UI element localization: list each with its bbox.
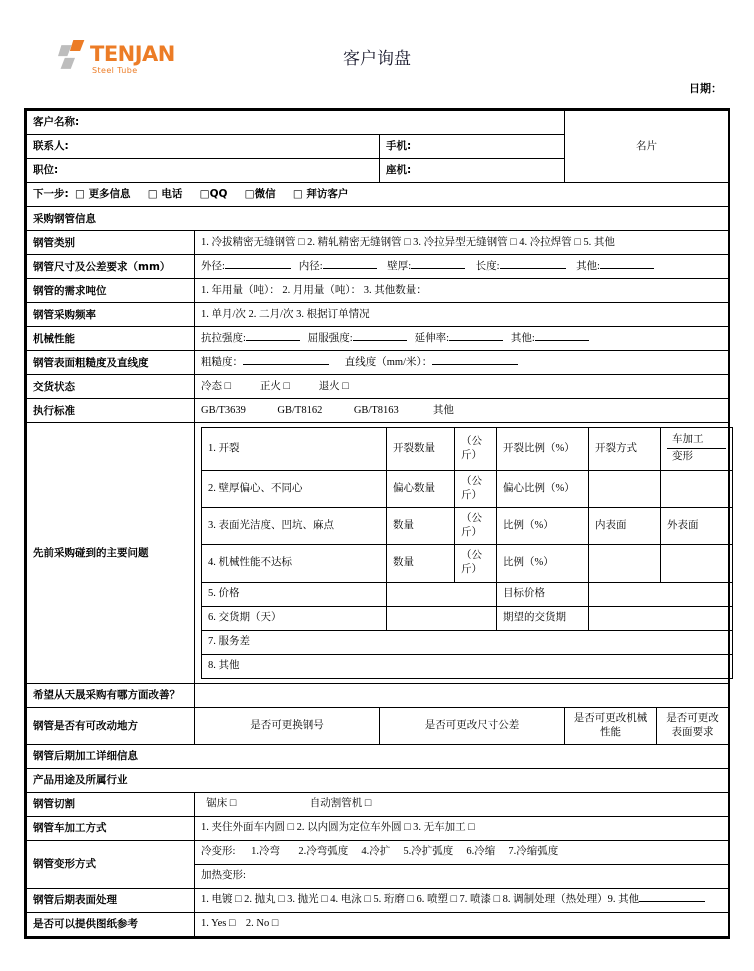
- field-tensile-strength: 抗拉强度:: [201, 333, 300, 344]
- problem-ratio-cracking[interactable]: 开裂比例（%）: [497, 428, 589, 470]
- cold-deform-prefix: 冷变形:: [201, 846, 236, 858]
- problem-method-eccentricity[interactable]: [589, 470, 661, 507]
- table-row-turning: [27, 816, 729, 840]
- problem-ratio-mechanical[interactable]: 比例（%）: [497, 545, 589, 582]
- table-row-size: [27, 255, 729, 279]
- changeable-option-grade[interactable]: 是否可更换钢号: [195, 707, 380, 744]
- cutting-label: 钢管切割: [27, 792, 195, 816]
- cold-deform-option-2: 2.冷弯弧度: [298, 846, 349, 858]
- problem-method-mechanical[interactable]: [589, 545, 661, 582]
- mobile-label: 手机:: [380, 135, 565, 159]
- improvement-label: 希望从天晟采购有哪方面改善？: [27, 683, 195, 707]
- table-row-usage: [27, 768, 729, 792]
- table-row-cutting: [27, 792, 729, 816]
- cutting-option-auto-cutter: 自动割管机 □: [309, 798, 372, 810]
- delivery-state-label: 交货状态: [27, 375, 195, 399]
- problem-price-input[interactable]: [387, 582, 497, 606]
- cutting-option-saw: 锯床 □: [206, 798, 237, 810]
- page-header: [24, 38, 730, 100]
- next-step-cell: [27, 183, 729, 207]
- date-label: 日期：: [689, 82, 722, 95]
- problem-row-lead-time: [202, 606, 733, 630]
- table-row-frequency: [27, 303, 729, 327]
- surface-treatment-options[interactable]: [195, 888, 729, 912]
- next-step-label: 下一步:: [33, 188, 69, 200]
- surface-treatment-label: 钢管后期表面处理: [27, 888, 195, 912]
- inquiry-form-page: [0, 38, 754, 971]
- section-title-post-processing: 钢管后期加工详细信息: [27, 744, 729, 768]
- standard-option-2: GB/T8162: [277, 404, 323, 416]
- problem-outer-surface[interactable]: 外表面: [661, 507, 733, 544]
- tonnage-label: 钢管的需求吨位: [27, 279, 195, 303]
- field-size-other: 其他:: [568, 261, 654, 272]
- changeable-option-mechanical[interactable]: 是否可更改机械性能: [565, 707, 657, 744]
- mechanical-label: 机械性能: [27, 327, 195, 351]
- next-step-option-visit[interactable]: □ 拜访客户: [278, 188, 349, 200]
- cold-deform-option-7: 7.冷缩弧度: [508, 846, 559, 858]
- field-elongation: 延伸率:: [409, 333, 503, 344]
- problem-name-lead-time: 6. 交货期（天）: [202, 606, 387, 630]
- size-label: 钢管尺寸及公差要求（mm）: [27, 255, 195, 279]
- field-length: 长度:: [468, 261, 566, 272]
- standard-option-3: GB/T8163: [353, 404, 399, 416]
- method-option-machining[interactable]: 车加工: [667, 432, 726, 449]
- category-options[interactable]: 1. 冷拔精密无缝钢管 □ 2. 精轧精密无缝钢管 □ 3. 冷拉异型无缝钢管 □ 4. 冷拉焊管 □ 5. 其他: [195, 231, 729, 255]
- roughness-label: 钢管表面粗糙度及直线度: [27, 351, 195, 375]
- table-row-surface-treatment: [27, 888, 729, 912]
- problem-qty-mechanical[interactable]: 数量: [387, 545, 455, 582]
- next-step-option-qq[interactable]: □QQ: [185, 188, 228, 200]
- cold-deform-options[interactable]: [195, 840, 729, 864]
- table-row-tonnage: [27, 279, 729, 303]
- changeable-option-surface[interactable]: 是否可更改表面要求: [657, 707, 729, 744]
- mechanical-fields[interactable]: [195, 327, 729, 351]
- next-step-option-wechat[interactable]: □微信: [230, 188, 276, 200]
- drawing-label: 是否可以提供图纸参考: [27, 912, 195, 936]
- cold-deform-option-1: 1.冷弯: [251, 846, 281, 858]
- table-row-improvement: [27, 683, 729, 707]
- expected-lead-time-input[interactable]: [589, 606, 733, 630]
- changeable-label: 钢管是否有可改动地方: [27, 707, 195, 744]
- usage-label[interactable]: 产品用途及所属行业: [27, 768, 729, 792]
- table-row-changeable: [27, 707, 729, 744]
- problem-name-eccentricity: 2. 壁厚偏心、不同心: [202, 470, 387, 507]
- contact-person-label: 联系人:: [27, 135, 380, 159]
- problem-extra-mechanical[interactable]: [661, 545, 733, 582]
- problem-ratio-surface[interactable]: 比例（%）: [497, 507, 589, 544]
- frequency-value[interactable]: 1. 单月/次 2. 二月/次 3. 根据订单情况: [195, 303, 729, 327]
- turning-options[interactable]: 1. 夹住外面车内圆 □ 2. 以内圆为定位车外圆 □ 3. 无车加工 □: [195, 816, 729, 840]
- method-option-deformation[interactable]: 变形: [672, 451, 693, 463]
- cold-deform-option-5: 5.冷扩弧度: [403, 846, 454, 858]
- problem-method-split-cracking[interactable]: [661, 428, 733, 470]
- tonnage-value[interactable]: 1. 年用量（吨）： 2. 月用量（吨）： 3. 其他数量：: [195, 279, 729, 303]
- problem-unit-mechanical: （公斤）: [455, 545, 497, 582]
- table-row-customer-name: [27, 111, 729, 135]
- section-title-purchase: 采购钢管信息: [27, 207, 729, 231]
- next-step-option-phone[interactable]: □ 电话: [133, 188, 183, 200]
- cold-deform-option-4: 4.冷扩: [361, 846, 391, 858]
- field-straightness: 直线度（mm/米）：: [332, 357, 519, 368]
- problem-row-cracking: [202, 428, 733, 470]
- form-table: [26, 110, 729, 937]
- cutting-options[interactable]: [195, 792, 729, 816]
- table-row-delivery-state: [27, 375, 729, 399]
- problem-extra-eccentricity[interactable]: [661, 470, 733, 507]
- heat-deform-label[interactable]: 加热变形:: [195, 864, 729, 888]
- target-price-label: 目标价格: [497, 582, 589, 606]
- problems-subtable-cell: [195, 423, 729, 683]
- changeable-option-tolerance[interactable]: 是否可更改尺寸公差: [380, 707, 565, 744]
- drawing-option-no: 2. No □: [245, 918, 279, 930]
- problem-name-mechanical: 4. 机械性能不达标: [202, 545, 387, 582]
- problem-name-surface: 3. 表面光洁度、凹坑、麻点: [202, 507, 387, 544]
- target-price-input[interactable]: [589, 582, 733, 606]
- table-row-category: [27, 231, 729, 255]
- standard-label: 执行标准: [27, 399, 195, 423]
- problem-row-other: [202, 654, 733, 678]
- problem-row-surface: [202, 507, 733, 544]
- problem-unit-surface: （公斤）: [455, 507, 497, 544]
- deform-label: 钢管变形方式: [27, 840, 195, 888]
- business-card-cell[interactable]: 名片: [565, 111, 729, 183]
- field-roughness: 粗糙度：: [201, 357, 329, 368]
- field-wall-thickness: 壁厚:: [379, 261, 465, 272]
- size-fields[interactable]: [195, 255, 729, 279]
- customer-name-label: 客户名称:: [27, 111, 565, 135]
- drawing-option-yes: 1. Yes □: [201, 918, 236, 930]
- cold-deform-option-6: 6.冷缩: [466, 846, 496, 858]
- delivery-option-normalized: 正火 □: [259, 380, 290, 392]
- expected-lead-time-label: 期望的交货期: [497, 606, 589, 630]
- form-frame: [24, 108, 730, 939]
- problem-method-cracking[interactable]: 开裂方式: [589, 428, 661, 470]
- problem-name-other[interactable]: 8. 其他: [202, 654, 733, 678]
- frequency-label: 钢管采购频率: [27, 303, 195, 327]
- problem-row-service: [202, 630, 733, 654]
- category-label: 钢管类别: [27, 231, 195, 255]
- roughness-fields[interactable]: [195, 351, 729, 375]
- problem-unit-cracking: （公斤）: [455, 428, 497, 470]
- table-row-problems: [27, 423, 729, 683]
- field-inner-diameter: 内径:: [294, 261, 377, 272]
- logo-wordmark: TENJAN: [90, 42, 175, 66]
- problem-name-price: 5. 价格: [202, 582, 387, 606]
- problem-unit-eccentricity: （公斤）: [455, 470, 497, 507]
- table-row-mechanical: [27, 327, 729, 351]
- delivery-state-options[interactable]: [195, 375, 729, 399]
- problem-name-cracking: 1. 开裂: [202, 428, 387, 470]
- improvement-input[interactable]: [195, 683, 729, 707]
- problem-row-mechanical: [202, 545, 733, 582]
- delivery-option-cold: 冷态 □: [201, 380, 231, 392]
- field-mechanical-other: 其他:: [506, 333, 589, 344]
- logo-tagline: Steel Tube: [92, 66, 138, 75]
- problem-qty-eccentricity[interactable]: 偏心数量: [387, 470, 455, 507]
- problem-row-price: [202, 582, 733, 606]
- problems-table: [201, 427, 733, 678]
- position-label: 职位:: [27, 159, 380, 183]
- problems-label: 先前采购碰到的主要问题: [27, 423, 195, 683]
- problem-qty-cracking[interactable]: 开裂数量: [387, 428, 455, 470]
- turning-label: 钢管车加工方式: [27, 816, 195, 840]
- landline-label: 座机:: [380, 159, 565, 183]
- problem-ratio-eccentricity[interactable]: 偏心比例（%）: [497, 470, 589, 507]
- next-step-option-more-info[interactable]: □ 更多信息: [71, 188, 131, 200]
- page-title: 客户询盘: [343, 49, 411, 69]
- section-header-purchase: [27, 207, 729, 231]
- table-row-roughness: [27, 351, 729, 375]
- standard-option-1: GB/T3639: [201, 404, 246, 416]
- field-outer-diameter: 外径:: [201, 261, 291, 272]
- field-yield-strength: 屈服强度:: [303, 333, 407, 344]
- problem-lead-time-input[interactable]: [387, 606, 497, 630]
- section-header-post-processing: [27, 744, 729, 768]
- standard-option-other: 其他: [432, 404, 454, 416]
- table-row-deform-cold: [27, 840, 729, 864]
- delivery-option-annealed: 退火 □: [318, 380, 349, 392]
- problem-row-eccentricity: [202, 470, 733, 507]
- problem-name-service[interactable]: 7. 服务差: [202, 630, 733, 654]
- problem-qty-surface[interactable]: 数量: [387, 507, 455, 544]
- table-row-next-step: [27, 183, 729, 207]
- problem-inner-surface[interactable]: 内表面: [589, 507, 661, 544]
- standard-options[interactable]: [195, 399, 729, 423]
- table-row-standard: [27, 399, 729, 423]
- surface-treatment-text: 1. 电镀 □ 2. 抛丸 □ 3. 抛光 □ 4. 电泳 □ 5. 珩磨 □ 6. 喷塑 □ 7. 喷漆 □ 8. 调制处理（热处理）9. 其他: [201, 894, 640, 906]
